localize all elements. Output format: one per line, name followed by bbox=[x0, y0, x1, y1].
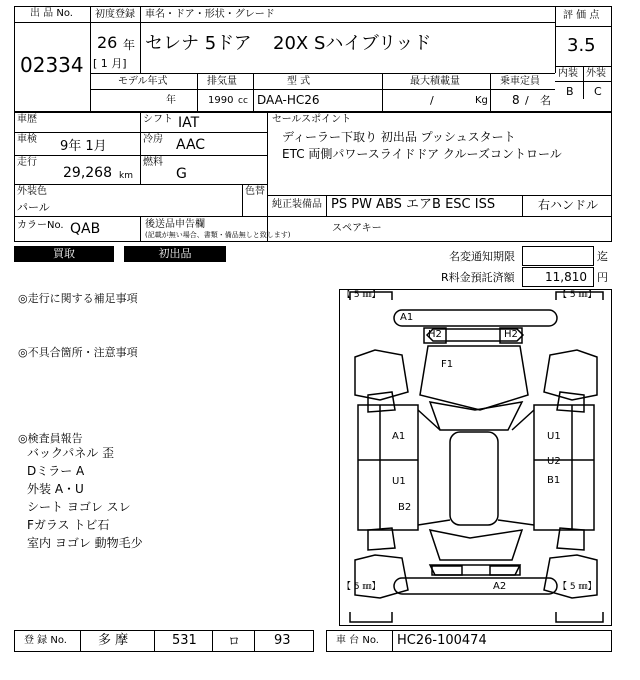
mileage-unit: km bbox=[119, 171, 133, 181]
model-year-label: モデル年式 bbox=[118, 76, 168, 87]
shift-label: シフト bbox=[143, 114, 173, 125]
exterior-color-label: 外装色 bbox=[17, 186, 47, 197]
chassis-label: 車 台 No. bbox=[336, 635, 379, 646]
inspector-line: 室内 ヨゴレ 動物毛少 bbox=[27, 536, 143, 550]
divider bbox=[80, 630, 81, 652]
mileage: 29,268 bbox=[63, 165, 112, 181]
sales-points-line2: ETC 両側パワースライドドア クルーズコントロール bbox=[282, 147, 562, 161]
defects-heading: ◎不具合箇所・注意事項 bbox=[18, 346, 138, 359]
damage-mark: A1 bbox=[392, 431, 406, 442]
displacement: 1990 bbox=[208, 95, 234, 106]
mileage-label: 走行 bbox=[17, 157, 37, 168]
shaken-label: 車検 bbox=[17, 134, 37, 145]
displacement-unit: cc bbox=[238, 96, 248, 106]
rating-score: 3.5 bbox=[567, 35, 596, 56]
tire-depth-rear-right: 【 5 ㎜】 bbox=[558, 582, 597, 592]
lot-no-label: 出 品 No. bbox=[30, 8, 73, 19]
interior-label: 内装 bbox=[558, 68, 578, 79]
vehicle-name-label: 車名・ドア・形状・グレード bbox=[145, 9, 275, 20]
inspector-line: シート ヨゴレ スレ bbox=[27, 500, 131, 514]
divider bbox=[154, 630, 155, 652]
inspector-line: Fガラス トビ石 bbox=[27, 518, 110, 532]
color-no: QAB bbox=[70, 221, 101, 237]
damage-mark: H2 bbox=[504, 329, 518, 340]
inspector-heading: ◎検査員報告 bbox=[18, 432, 83, 445]
ac-value: AAC bbox=[176, 137, 206, 153]
name-change-unit: 迄 bbox=[597, 250, 608, 263]
recycle-label: R料金預託済額 bbox=[441, 271, 515, 284]
type-label: 型 式 bbox=[287, 76, 311, 87]
vehicle-name: セレナ 5ドア bbox=[145, 33, 252, 54]
chassis-no: HC26-100474 bbox=[397, 633, 487, 648]
sales-points-line1: ディーラー下取り 初出品 プッシュスタート bbox=[282, 130, 516, 144]
fuel-label: 燃料 bbox=[143, 157, 163, 168]
inspector-line: Dミラー A bbox=[27, 464, 85, 478]
capacity: 8 bbox=[512, 93, 520, 107]
model-year-unit: 年 bbox=[166, 95, 176, 106]
shaken-date: 9年 1月 bbox=[60, 139, 107, 154]
damage-mark: A1 bbox=[400, 312, 414, 323]
divider bbox=[254, 630, 255, 652]
first-reg-year: 26 bbox=[97, 33, 118, 52]
fuel-value: G bbox=[176, 166, 187, 182]
damage-mark: B2 bbox=[398, 502, 412, 513]
first-reg-month: [ 1 月] bbox=[93, 57, 127, 70]
inspector-line: 外装 A・U bbox=[27, 482, 84, 496]
max-load-unit: Kg bbox=[475, 95, 488, 106]
damage-mark: A2 bbox=[493, 581, 507, 592]
reg-no-label: 登 録 No. bbox=[24, 635, 67, 646]
reg-kana: ロ bbox=[228, 634, 241, 648]
damage-mark: F1 bbox=[441, 359, 454, 370]
lot-no: 02334 bbox=[20, 53, 84, 77]
first-listing-tag: 初出品 bbox=[124, 246, 226, 262]
vehicle-grade: 20X Sハイブリッド bbox=[273, 33, 432, 54]
interior-grade: B bbox=[566, 85, 574, 98]
reg-number: 93 bbox=[274, 633, 291, 648]
max-load-label: 最大積載量 bbox=[410, 76, 460, 87]
tire-depth-front-right: 【 5 ㎜】 bbox=[558, 290, 597, 300]
equipment-label: 純正装備品 bbox=[272, 199, 322, 210]
capacity-unit: 名 bbox=[540, 94, 551, 107]
ac-label: 冷房 bbox=[143, 134, 163, 145]
recycle-unit: 円 bbox=[597, 271, 608, 284]
divider bbox=[212, 630, 213, 652]
aftermarket-items: スペアキー bbox=[332, 223, 382, 234]
max-load: / bbox=[430, 94, 434, 107]
exterior-grade: C bbox=[594, 85, 602, 98]
damage-mark: U2 bbox=[547, 456, 561, 467]
tire-depth-rear-left: 【 5 ㎜】 bbox=[342, 582, 381, 592]
rating-label: 評 価 点 bbox=[563, 10, 600, 21]
equipment: PS PW ABS エアB ESC ISS bbox=[331, 197, 496, 212]
exterior-label: 外装 bbox=[586, 68, 606, 79]
divider bbox=[392, 630, 393, 652]
recycle-amount: 11,810 bbox=[545, 270, 587, 284]
reg-area: 多 摩 bbox=[98, 633, 129, 648]
tire-depth-front-left: 【 5 ㎜】 bbox=[342, 290, 381, 300]
steering-side: 右ハンドル bbox=[538, 198, 599, 212]
inspector-line: バックパネル 歪 bbox=[27, 446, 115, 460]
damage-mark: H2 bbox=[428, 329, 442, 340]
name-change-label: 名変通知期限 bbox=[449, 250, 515, 263]
shift-value: IAT bbox=[178, 115, 200, 131]
buy-tag: 買取 bbox=[14, 246, 114, 262]
damage-mark: U1 bbox=[392, 476, 406, 487]
type-code: DAA-HC26 bbox=[257, 93, 320, 107]
aftermarket-label: 後送品申告欄 bbox=[145, 219, 205, 230]
displacement-label: 排気量 bbox=[207, 76, 237, 87]
damage-mark: B1 bbox=[547, 475, 561, 486]
exterior-color: パール bbox=[17, 201, 50, 214]
capacity-sep: / bbox=[525, 94, 529, 107]
sales-points-label: セールスポイント bbox=[272, 114, 352, 125]
driving-notes-heading: ◎走行に関する補足事項 bbox=[18, 292, 138, 305]
capacity-label: 乗車定員 bbox=[500, 76, 540, 87]
first-reg-label: 初度登録 bbox=[95, 9, 135, 20]
history-label: 車歴 bbox=[17, 114, 37, 125]
color-change-label: 色替 bbox=[245, 186, 265, 197]
reg-class: 531 bbox=[172, 633, 197, 648]
aftermarket-note: (記載が無い場合、書類・備品無しと致します) bbox=[145, 231, 291, 239]
color-no-label: カラーNo. bbox=[17, 220, 64, 231]
damage-mark: U1 bbox=[547, 431, 561, 442]
year-unit: 年 bbox=[123, 38, 136, 52]
